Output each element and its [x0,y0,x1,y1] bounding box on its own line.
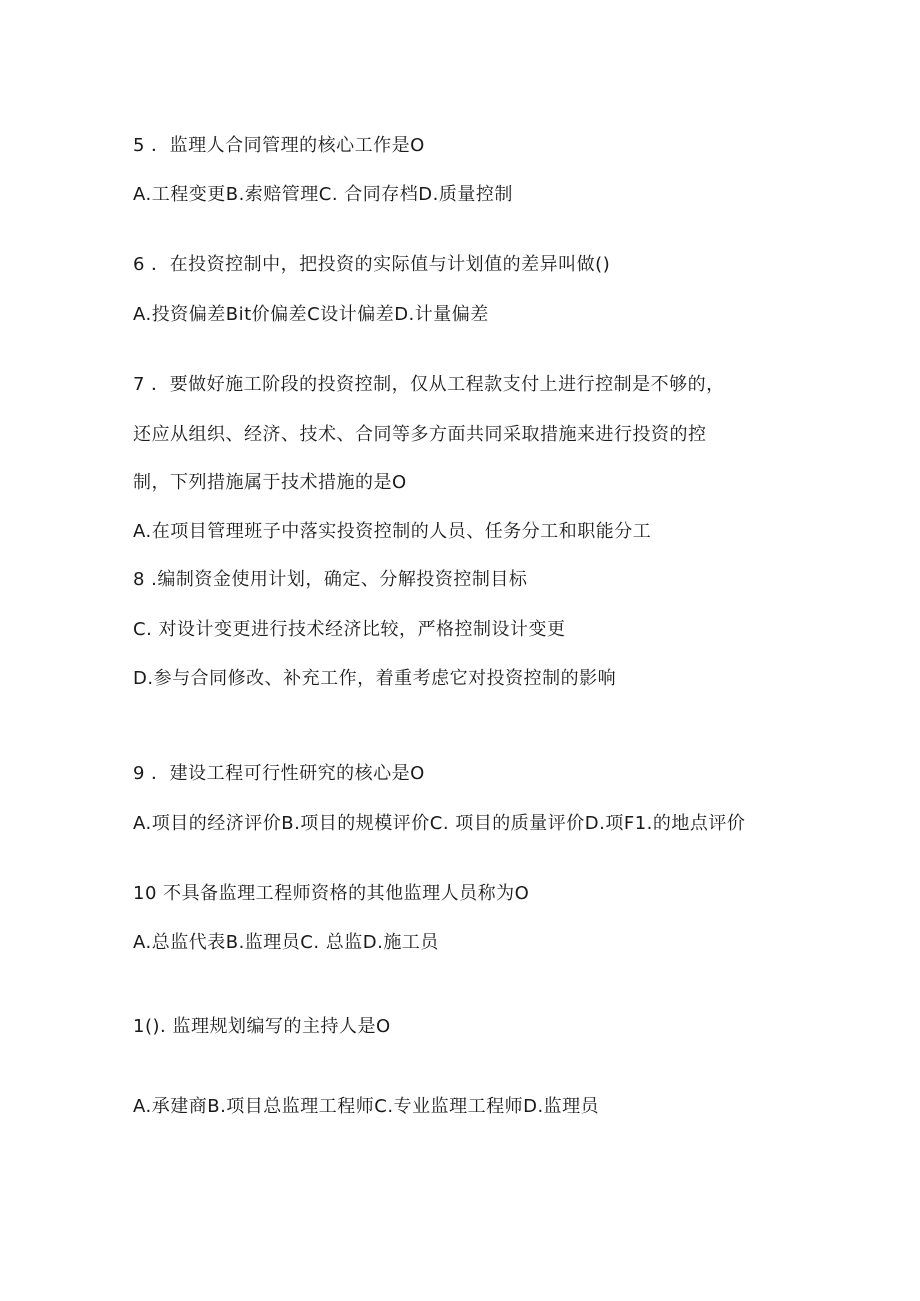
question-5-options: A.工程变更B.索赔管理C. 合同存档D.质量控制 [133,184,513,205]
question-10-options: A.总监代表B.监理员C. 总监D.施工员 [133,932,439,953]
question-7-option-d: D.参与合同修改、补充工作，着重考虑它对投资控制的影响 [133,668,617,689]
question-7-line-2: 还应从组织、经济、技术、合同等多方面共同采取措施来进行投资的控 [133,424,707,445]
question-7-option-b: 8 .编制资金使用计划，确定、分解投资控制目标 [133,569,528,590]
question-9-options: A.项目的经济评价B.项目的规模评价C. 项目的质量评价D.项F1.的地点评价 [133,813,746,834]
question-7-line-1: 7 ．要做好施工阶段的投资控制，仅从工程款支付上进行控制是不够的， [133,374,725,395]
question-6: 6 ．在投资控制中，把投资的实际值与计划值的差异叫做() [133,254,611,275]
question-7-option-a: A.在项目管理班子中落实投资控制的人员、任务分工和职能分工 [133,521,652,542]
question-5: 5 ．监理人合同管理的核心工作是O [133,135,425,156]
question-11-options: A.承建商B.项目总监理工程师C.专业监理工程师D.监理员 [133,1096,600,1117]
question-7-option-c: C. 对设计变更进行技术经济比较，严格控制设计变更 [133,619,566,640]
question-10: 10 不具备监理工程师资格的其他监理人员称为O [133,883,530,904]
question-6-options: A.投资偏差Bit价偏差C设计偏差D.计量偏差 [133,304,489,325]
question-9: 9 ．建设工程可行性研究的核心是O [133,763,425,784]
question-11: 1(). 监理规划编写的主持人是O [133,1016,391,1037]
question-7-line-3: 制，下列措施属于技术措施的是O [133,472,407,493]
